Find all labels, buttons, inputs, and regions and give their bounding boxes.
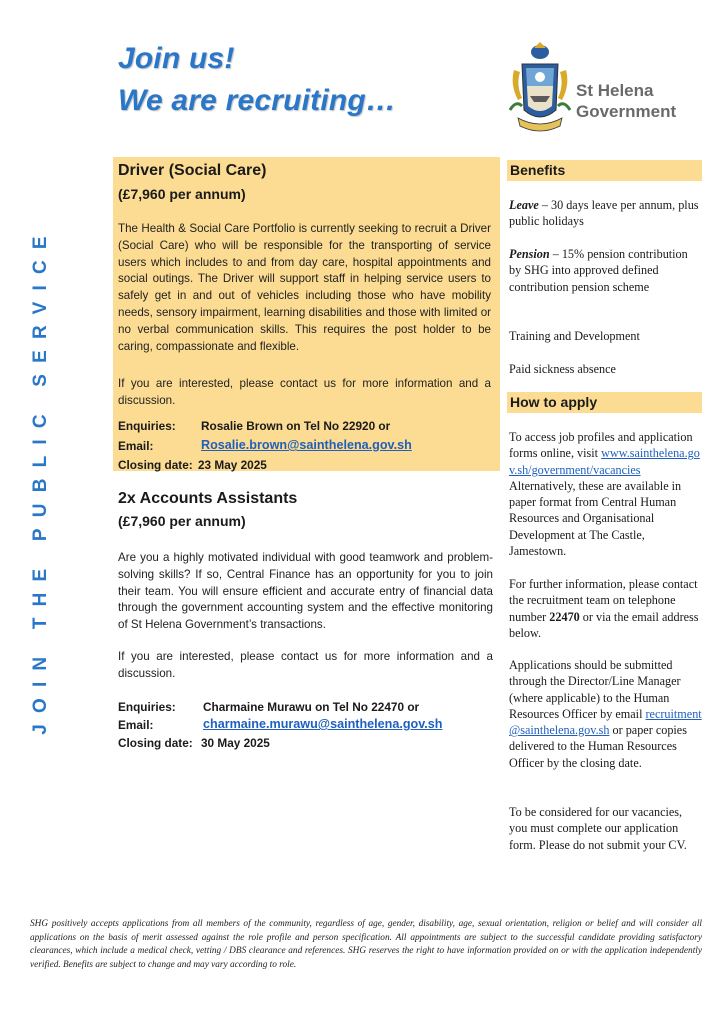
recruitment-phone-number: 22470 bbox=[549, 609, 580, 624]
apply-paragraph-4: To be considered for our vacancies, you must complete our application form. Please do not submit your CV. bbox=[509, 805, 687, 852]
apply-p1-post: Alternatively, these are available in paper format from Central Human Resources and Organisational Development at The Castle, Jamestown. bbox=[509, 478, 682, 559]
driver-email-link[interactable]: Rosalie.brown@sainthelena.gov.sh bbox=[201, 438, 412, 452]
driver-salary: (£7,960 per annum) bbox=[118, 186, 246, 202]
benefit-leave bbox=[509, 197, 702, 230]
apply-p3-pre: Applications should be submitted through the Director/Line Manager (where applicable) to the Human Resources Officer by email bbox=[509, 658, 681, 721]
driver-interest-text: If you are interested, please contact us for more information and a discussion. bbox=[118, 377, 491, 407]
benefit-pension-label: Pension bbox=[509, 247, 550, 261]
accounts-email-label: Email: bbox=[118, 718, 154, 732]
driver-closing-date: 23 May 2025 bbox=[198, 458, 267, 472]
apply-paragraph-2 bbox=[509, 576, 702, 641]
accounts-description: Are you a highly motivated individual with good teamwork and problem-solving skills? If so, Central Finance has an opportunity for you to join their team. You will ensure efficient and accurate entry of financial data through the government accounting system and the effective monitoring of St Helena Government’s transactions. bbox=[118, 551, 493, 632]
headline-join-us: Join us! bbox=[118, 42, 235, 75]
accounts-salary: (£7,960 per annum) bbox=[118, 513, 246, 529]
accounts-enquiries-label: Enquiries: bbox=[118, 700, 176, 714]
benefit-sickness: Paid sickness absence bbox=[509, 362, 616, 376]
headline-recruiting: We are recruiting… bbox=[118, 84, 397, 117]
apply-p2-pre: For further information, please contact the recruitment team on telephone number bbox=[509, 577, 698, 624]
benefit-training: Training and Development bbox=[509, 329, 640, 343]
benefit-leave-text: – 30 days leave per annum, plus public holidays bbox=[509, 198, 699, 229]
accounts-email-link[interactable]: charmaine.murawu@sainthelena.gov.sh bbox=[203, 717, 443, 731]
benefit-leave-label: Leave bbox=[509, 198, 539, 212]
organisation-name bbox=[576, 80, 676, 122]
driver-enquiries-label: Enquiries: bbox=[118, 419, 176, 433]
apply-paragraph-1 bbox=[509, 429, 702, 559]
driver-title: Driver (Social Care) bbox=[118, 162, 267, 179]
vacancies-link[interactable]: www.sainthelena.gov.sh/government/vacancies bbox=[509, 446, 700, 477]
st-helena-coat-of-arms-icon bbox=[500, 40, 580, 140]
apply-p2-post: or via the email address below. bbox=[509, 609, 699, 640]
accounts-closing-label: Closing date: bbox=[118, 736, 193, 750]
driver-enquiries-value: Rosalie Brown on Tel No 22920 or bbox=[201, 419, 391, 433]
apply-p1-pre: To access job profiles and application forms online, visit bbox=[509, 430, 693, 461]
accounts-enquiries-value: Charmaine Murawu on Tel No 22470 or bbox=[203, 700, 420, 714]
join-public-service-banner: JOIN THE PUBLIC SERVICE bbox=[30, 225, 51, 735]
how-to-apply-header: How to apply bbox=[507, 392, 702, 413]
accounts-interest-text: If you are interested, please contact us for more information and a discussion. bbox=[118, 650, 493, 680]
benefit-pension-text: – 15% pension contribution by SHG into approved defined contribution pension scheme bbox=[509, 247, 688, 294]
driver-closing-label: Closing date: bbox=[118, 458, 193, 472]
organisation-name-line2: Government bbox=[576, 102, 677, 121]
recruitment-email-link[interactable]: recruitment@sainthelena.gov.sh bbox=[509, 706, 702, 738]
equal-opportunities-footer: SHG positively accepts applications from all members of the community, regardless of age, gender, disability, age, sexual orientation, religion or belief and will consider all applications on the basis of merit assessed against the role profile and person specification. All appointments are subject to the successful candidate providing satisfactory clearances, which include a medical check, vetting / DBS clearance and references. SHG reserves the right to have information provided on or with the application independently verified. Benefits are subject to change and may vary according to role. bbox=[30, 919, 702, 970]
benefits-header: Benefits bbox=[507, 160, 702, 181]
accounts-title: 2x Accounts Assistants bbox=[118, 490, 298, 507]
benefit-pension bbox=[509, 246, 702, 295]
driver-description: The Health & Social Care Portfolio is currently seeking to recruit a Driver (Social Care) who will be responsible for the transporting of service users which includes to and from day care, hospital appointments and social outings. The Driver will support staff in helping service users to safely get in and out of vehicles including those who have mobility needs, sensory impairment, learning disabilities and those with limited or no verbal communication skills. This requires the post holder to be caring, compassionate and flexible. bbox=[118, 222, 491, 353]
apply-paragraph-3 bbox=[509, 657, 702, 771]
apply-p3-post: or paper copies delivered to the Human Resources Officer by the closing date. bbox=[509, 723, 687, 770]
organisation-name-line1: St Helena bbox=[576, 81, 654, 100]
driver-email-label: Email: bbox=[118, 439, 154, 453]
accounts-closing-date: 30 May 2025 bbox=[201, 736, 270, 750]
